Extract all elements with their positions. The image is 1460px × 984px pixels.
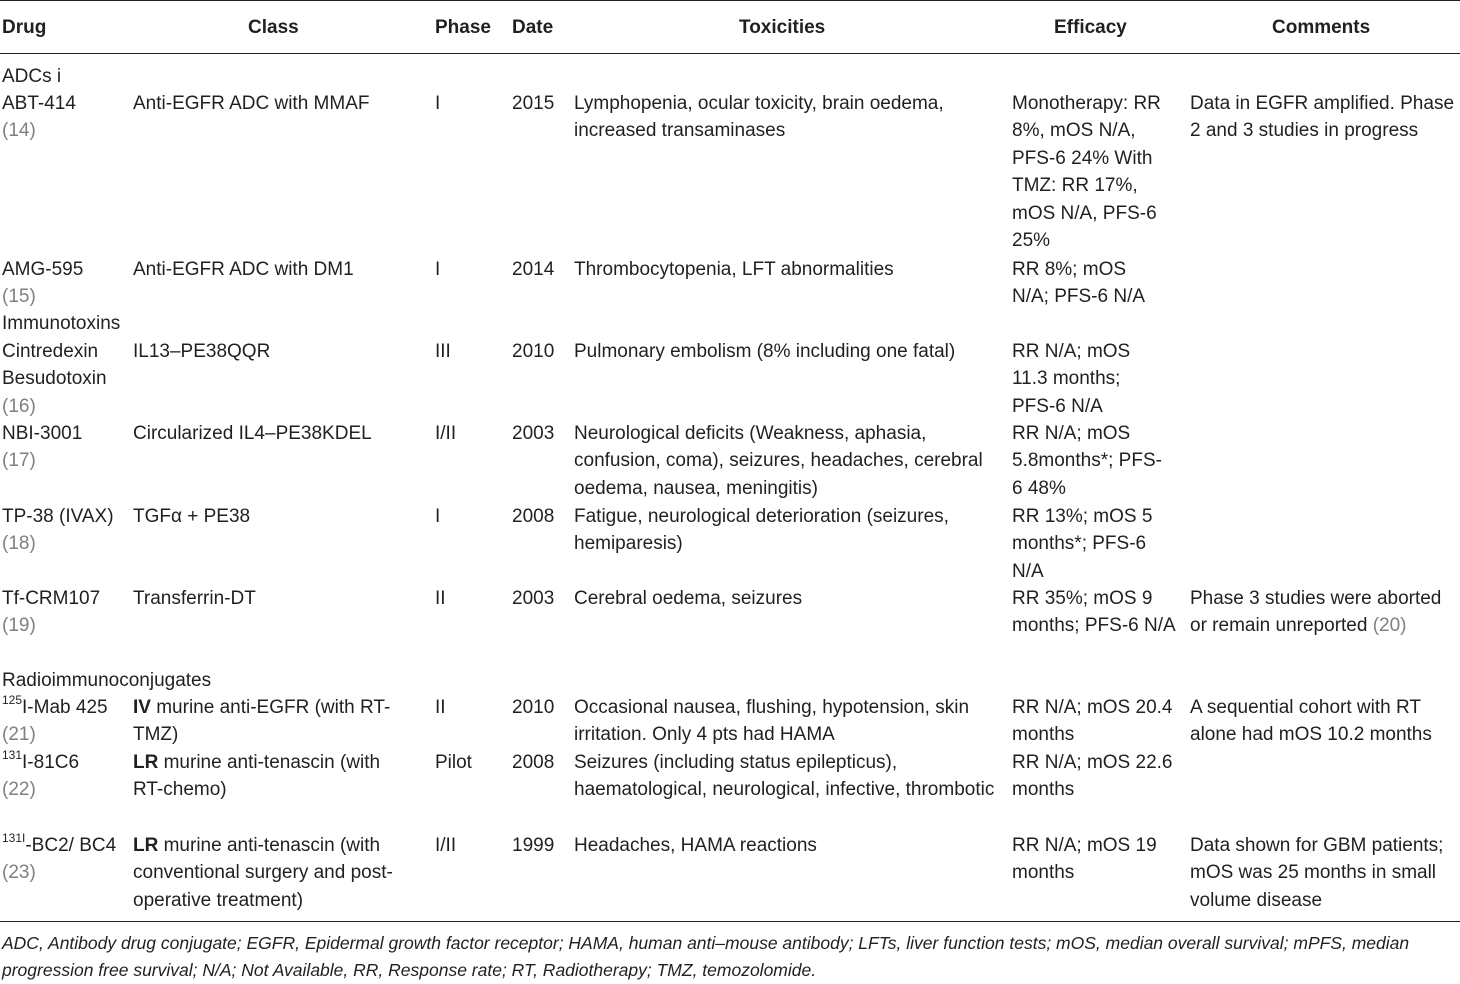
date-cell: 2008	[512, 752, 555, 773]
phase-cell: III	[435, 341, 451, 362]
date-cell: 2003	[512, 423, 555, 444]
comments-cell: Data in EGFR amplified. Phase 2 and 3 studies in progress	[1190, 93, 1455, 142]
efficacy-cell: Monotherapy: RR 8%, mOS N/A, PFS-6 24% With TMZ: RR 17%, mOS N/A, PFS-6 25%	[1012, 93, 1161, 252]
class-cell: Anti-EGFR ADC with MMAF	[133, 93, 370, 114]
header-phase: Phase	[435, 17, 491, 38]
toxicities-cell: Headaches, HAMA reactions	[574, 835, 817, 856]
date-cell: 2015	[512, 93, 555, 114]
header-toxicities: Toxicities	[739, 17, 826, 38]
header-class: Class	[248, 17, 299, 38]
toxicities-cell: Seizures (including status epilepticus), haematological, neurological, infective, thrombotic	[574, 752, 995, 801]
phase-cell: II	[435, 588, 446, 609]
table-bottom-rule	[0, 921, 1460, 922]
drug-cell: Cintredexin Besudotoxin (16)	[2, 341, 107, 417]
drug-cell: ABT-414 (14)	[2, 93, 76, 142]
efficacy-cell: RR N/A; mOS 20.4 months	[1012, 697, 1173, 746]
phase-cell: I	[435, 259, 441, 280]
comments-cell: Data shown for GBM patients; mOS was 25 months in small volume disease	[1190, 835, 1444, 911]
header-date: Date	[512, 17, 554, 38]
header-drug: Drug	[2, 17, 47, 38]
comments-cell: A sequential cohort with RT alone had mOS 10.2 months	[1190, 697, 1432, 746]
date-cell: 2010	[512, 697, 555, 718]
phase-cell: I/II	[435, 423, 457, 444]
header-efficacy: Efficacy	[1054, 17, 1127, 38]
date-cell: 1999	[512, 835, 555, 856]
efficacy-cell: RR N/A; mOS 19 months	[1012, 835, 1157, 884]
class-cell: LR murine anti-tenascin (with RT-chemo)	[133, 752, 381, 801]
phase-cell: Pilot	[435, 752, 472, 773]
date-cell: 2010	[512, 341, 555, 362]
drug-cell: Tf-CRM107 (19)	[2, 588, 101, 637]
section-label-immunotoxins: Immunotoxins	[2, 313, 121, 334]
drug-cell: $^{131}$I-81C6 (22)	[2, 747, 80, 801]
efficacy-cell: RR N/A; mOS 22.6 months	[1012, 752, 1173, 801]
class-cell: IL13–PE38QQR	[133, 341, 271, 362]
drug-cell: NBI-3001 (17)	[2, 423, 83, 472]
efficacy-cell: RR 35%; mOS 9 months; PFS-6 N/A	[1012, 588, 1176, 637]
toxicities-cell: Fatigue, neurological deterioration (seizures, hemiparesis)	[574, 506, 949, 555]
toxicities-cell: Occasional nausea, flushing, hypotension, skin irritation. Only 4 pts had HAMA	[574, 697, 970, 746]
toxicities-cell: Cerebral oedema, seizures	[574, 588, 803, 609]
table-footnote: ADC, Antibody drug conjugate; EGFR, Epidermal growth factor receptor; HAMA, human anti–mouse antibody; LFTs, liver function tests; mOS, median overall survival; mPFS, median progression free survival; N/A; Not Available, RR, Response rate; RT, Radiotherapy; TMZ, temozolomide.	[2, 933, 1410, 980]
phase-cell: I	[435, 506, 441, 527]
drug-cell: AMG-595 (15)	[2, 259, 84, 308]
class-cell: Circularized IL4–PE38KDEL	[133, 423, 372, 444]
date-cell: 2003	[512, 588, 555, 609]
drug-cell: $^{125}$I-Mab 425 (21)	[2, 692, 108, 746]
toxicities-cell: Pulmonary embolism (8% including one fatal)	[574, 341, 956, 362]
drug-cell: $^{131I}$-BC2/ BC4 (23)	[2, 830, 117, 884]
phase-cell: II	[435, 697, 446, 718]
efficacy-cell: RR 13%; mOS 5 months*; PFS-6 N/A	[1012, 506, 1153, 582]
efficacy-cell: RR N/A; mOS 5.8months*; PFS-6 48%	[1012, 423, 1162, 499]
phase-cell: I/II	[435, 835, 457, 856]
header-comments: Comments	[1272, 17, 1371, 38]
class-cell: TGFα + PE38	[133, 506, 251, 527]
class-cell: Transferrin-DT	[133, 588, 256, 609]
phase-cell: I	[435, 93, 441, 114]
efficacy-cell: RR 8%; mOS N/A; PFS-6 N/A	[1012, 259, 1146, 308]
drug-cell: TP-38 (IVAX) (18)	[2, 506, 114, 555]
toxicities-cell: Lymphopenia, ocular toxicity, brain oedema, increased transaminases	[574, 93, 944, 142]
comments-cell: Phase 3 studies were aborted or remain unreported (20)	[1190, 588, 1442, 637]
table-header	[0, 0, 1460, 54]
class-cell: Anti-EGFR ADC with DM1	[133, 259, 354, 280]
toxicities-cell: Thrombocytopenia, LFT abnormalities	[574, 259, 894, 280]
toxicities-cell: Neurological deficits (Weakness, aphasia, confusion, coma), seizures, headaches, cerebral oedema, nausea, meningitis)	[574, 423, 983, 499]
section-label-adcs: ADCs i	[2, 66, 62, 87]
class-cell: IV murine anti-EGFR (with RT-TMZ)	[133, 697, 391, 746]
section-label-radioimmunoconjugates: Radioimmunoconjugates	[2, 670, 212, 691]
efficacy-cell: RR N/A; mOS 11.3 months; PFS-6 N/A	[1012, 341, 1131, 417]
date-cell: 2014	[512, 259, 555, 280]
date-cell: 2008	[512, 506, 555, 527]
class-cell: LR murine anti-tenascin (with conventional surgery and post-operative treatment)	[133, 835, 393, 911]
